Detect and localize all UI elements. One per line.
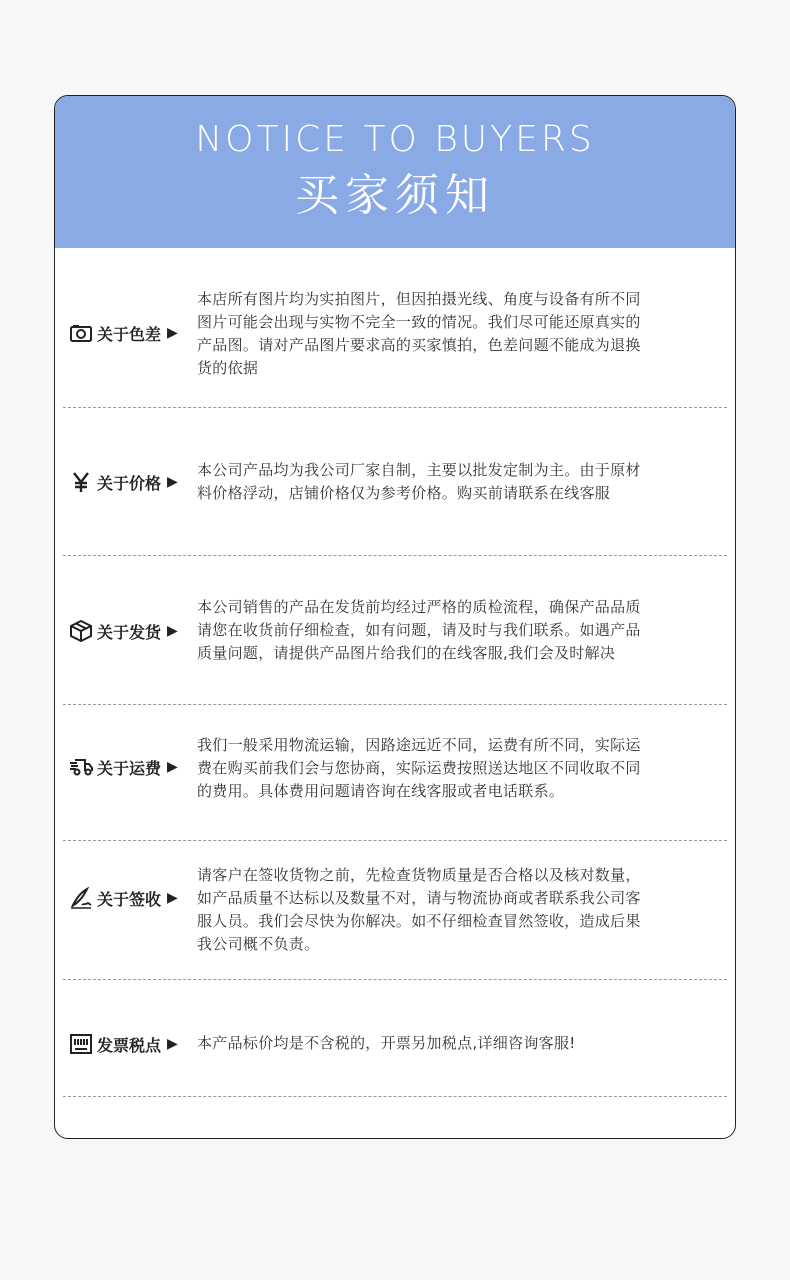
- divider: [63, 555, 727, 556]
- label-sign-receipt: [69, 886, 178, 910]
- section-description: [197, 596, 715, 665]
- arrow-right-icon: ▶: [167, 759, 178, 775]
- section-label: 关于签收: [97, 889, 162, 909]
- yen-icon: [69, 470, 93, 494]
- desc-line: 质量问题，请提供产品图片给我们的在线客服,我们会及时解决: [197, 644, 616, 662]
- camera-icon: [69, 321, 93, 345]
- desc-line: 的费用。具体费用问题请咨询在线客服或者电话联系。: [197, 782, 565, 800]
- section-description: [197, 864, 715, 956]
- arrow-right-icon: ▶: [167, 474, 178, 490]
- divider: [63, 840, 727, 841]
- section-label: 关于运费: [97, 758, 162, 778]
- arrow-right-icon: ▶: [167, 325, 178, 341]
- section-label: 关于发货: [97, 622, 162, 642]
- divider: [63, 407, 727, 408]
- arrow-right-icon: ▶: [167, 1036, 178, 1052]
- divider: [63, 704, 727, 705]
- notice-header: [55, 96, 735, 248]
- invoice-icon: [69, 1032, 93, 1056]
- desc-line: 本产品标价均是不含税的，开票另加税点,详细咨询客服!: [197, 1034, 576, 1052]
- arrow-right-icon: ▶: [167, 890, 178, 906]
- label-delivery: [69, 619, 178, 643]
- desc-line: 料价格浮动，店铺价格仅为参考价格。购买前请联系在线客服: [197, 484, 611, 502]
- section-description: [197, 459, 715, 505]
- desc-line: 货的依据: [197, 359, 259, 377]
- desc-line: 本公司产品均为我公司厂家自制，主要以批发定制为主。由于原材: [197, 461, 641, 479]
- section-description: [197, 734, 715, 803]
- desc-line: 产品图。请对产品图片要求高的买家慎拍，色差问题不能成为退换: [197, 336, 641, 354]
- section-label: 发票税点: [97, 1035, 162, 1055]
- section-label: 关于价格: [97, 473, 162, 493]
- desc-line: 图片可能会出现与实物不完全一致的情况。我们尽可能还原真实的: [197, 313, 641, 331]
- section-description: [197, 1032, 715, 1055]
- label-color-difference: [69, 321, 178, 345]
- desc-line: 费在购买前我们会与您协商，实际运费按照送达地区不同收取不同: [197, 759, 641, 777]
- truck-icon: [69, 755, 93, 779]
- desc-line: 我公司概不负责。: [197, 935, 320, 953]
- desc-line: 我们一般采用物流运输，因路途远近不同，运费有所不同，实际运: [197, 736, 641, 754]
- section-description: [197, 288, 715, 380]
- label-invoice-tax: [69, 1032, 178, 1056]
- title-chinese: 买家须知: [295, 170, 495, 221]
- label-freight: [69, 755, 178, 779]
- notice-card: [54, 95, 736, 1139]
- divider: [63, 1096, 727, 1097]
- signature-icon: [69, 886, 93, 910]
- section-label: 关于色差: [97, 324, 162, 344]
- desc-line: 本店所有图片均为实拍图片，但因拍摄光线、角度与设备有所不同: [197, 290, 641, 308]
- title-english: NOTICE TO BUYERS: [195, 119, 595, 160]
- arrow-right-icon: ▶: [167, 623, 178, 639]
- desc-line: 请您在收货前仔细检查，如有问题，请及时与我们联系。如遇产品: [197, 621, 641, 639]
- desc-line: 服人员。我们会尽快为你解决。如不仔细检查冒然签收，造成后果: [197, 912, 641, 930]
- desc-line: 本公司销售的产品在发货前均经过严格的质检流程，确保产品品质: [197, 598, 641, 616]
- desc-line: 请客户在签收货物之前，先检查货物质量是否合格以及核对数量，: [197, 866, 641, 884]
- divider: [63, 979, 727, 980]
- desc-line: 如产品质量不达标以及数量不对，请与物流协商或者联系我公司客: [197, 889, 641, 907]
- label-price: [69, 470, 178, 494]
- package-icon: [69, 619, 93, 643]
